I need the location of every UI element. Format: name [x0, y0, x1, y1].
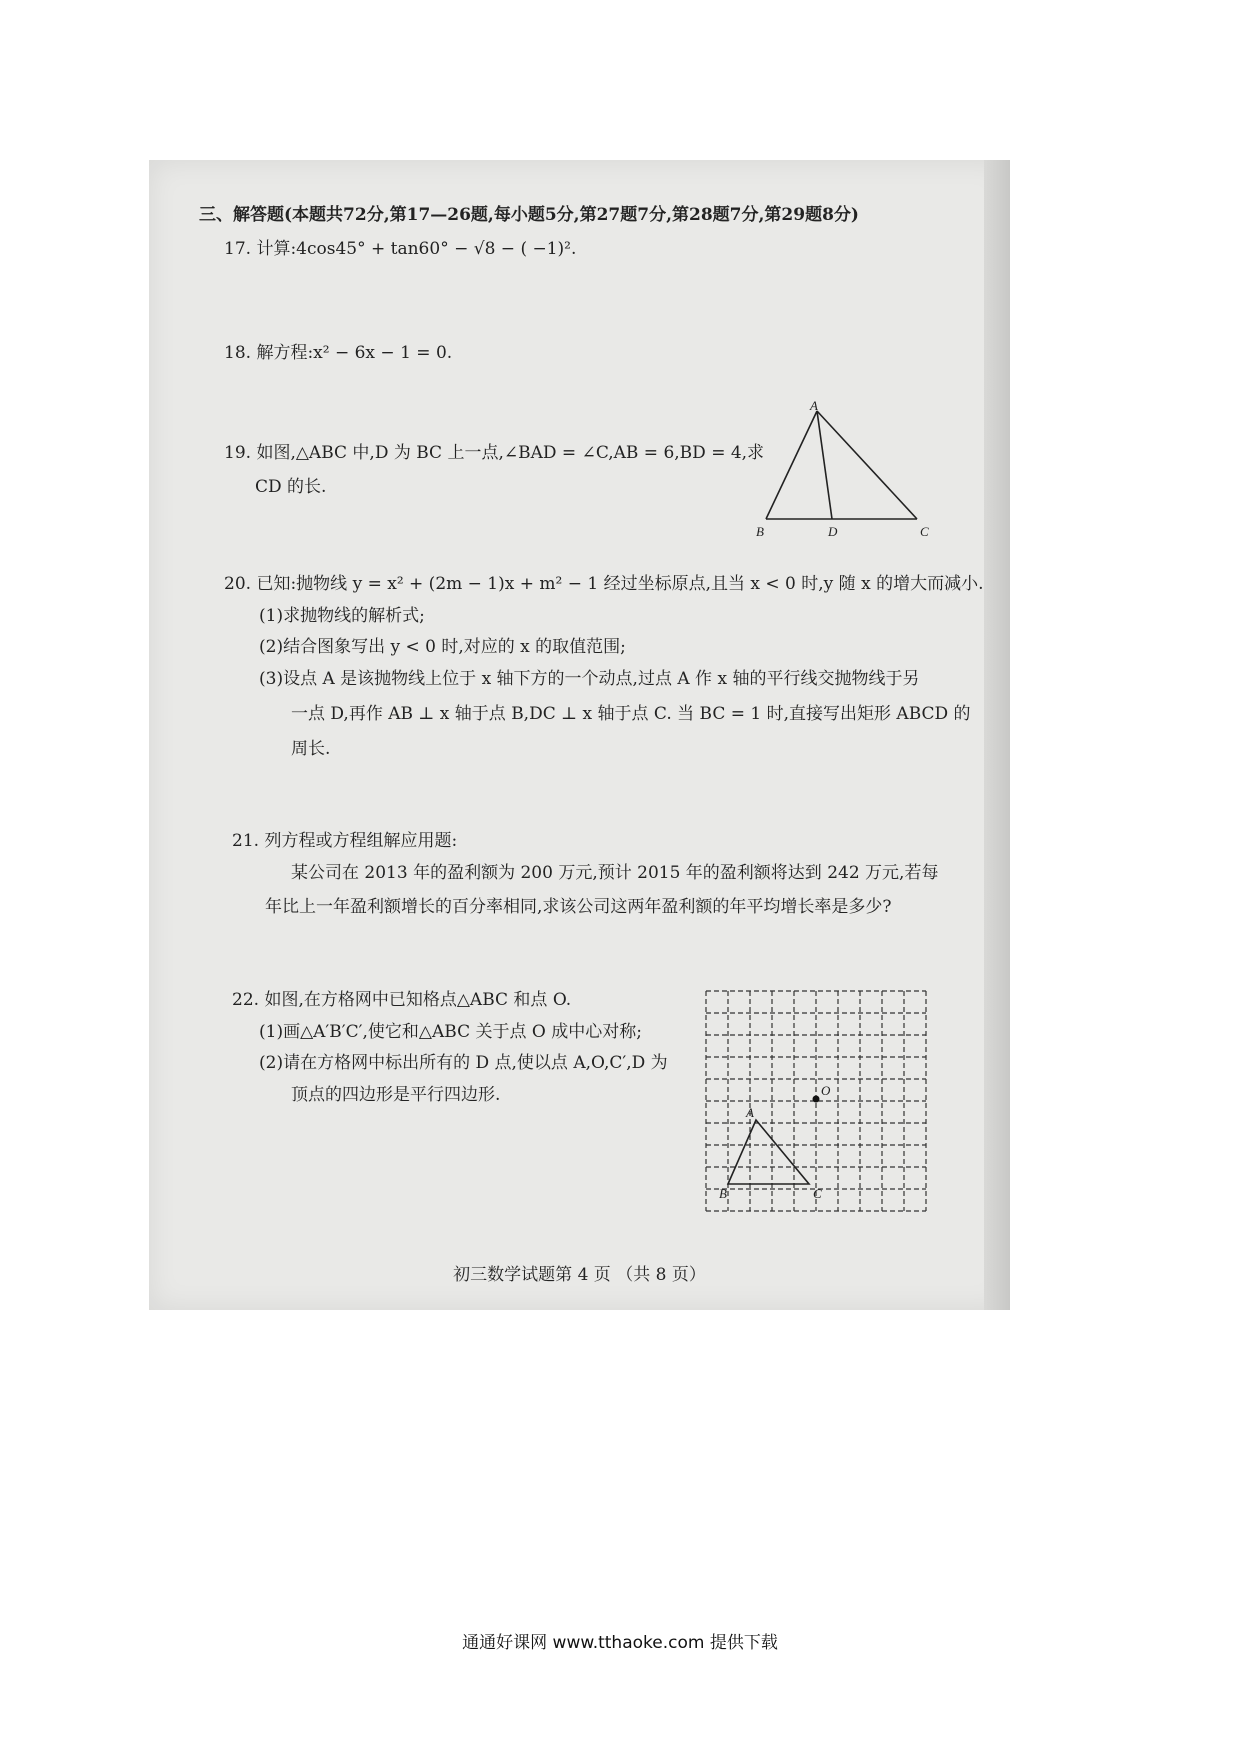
label-c: C	[920, 524, 929, 539]
question-20-part3-line2: 一点 D,再作 AB ⊥ x 轴于点 B,DC ⊥ x 轴于点 C. 当 BC = 1 时,直接写出矩形 ABCD 的	[291, 704, 971, 724]
question-22-part2-line1: (2)请在方格网中标出所有的 D 点,使以点 A,O,C′,D 为	[259, 1053, 668, 1073]
question-22-part1: (1)画△A′B′C′,使它和△ABC 关于点 O 成中心对称;	[259, 1022, 642, 1042]
question-22-stem: 22. 如图,在方格网中已知格点△ABC 和点 O.	[232, 990, 572, 1010]
label-c: C	[813, 1186, 822, 1201]
label-a: A	[746, 1105, 754, 1120]
triangle-abc-figure	[749, 400, 939, 545]
label-d: D	[828, 524, 838, 539]
section-header: 三、解答题(本题共72分,第17—26题,每小题5分,第27题7分,第28题7分,第29题8分)	[199, 205, 859, 225]
scanned-page-photo	[149, 160, 1010, 1310]
grid-figure	[701, 985, 931, 1225]
label-o: O	[821, 1083, 831, 1098]
question-22-part2-line2: 顶点的四边形是平行四边形.	[291, 1085, 501, 1105]
question-20-stem: 20. 已知:抛物线 y = x² + (2m − 1)x + m² − 1 经过坐标原点,且当 x < 0 时,y 随 x 的增大而减小.	[224, 574, 984, 594]
page-footer: 初三数学试题第 4 页 （共 8 页）	[453, 1265, 706, 1285]
label-b: B	[719, 1186, 727, 1201]
question-21-title: 21. 列方程或方程组解应用题:	[232, 831, 458, 851]
question-18: 18. 解方程:x² − 6x − 1 = 0.	[224, 343, 453, 363]
label-b: B	[756, 524, 764, 539]
label-a: A	[810, 400, 818, 413]
exam-paper	[149, 160, 984, 1310]
question-19-line1: 19. 如图,△ABC 中,D 为 BC 上一点,∠BAD = ∠C,AB = 6,BD = 4,求	[224, 443, 765, 463]
question-17: 17. 计算:4cos45° + tan60° − √8 − ( −1)².	[224, 239, 577, 259]
question-20-part1: (1)求抛物线的解析式;	[259, 606, 425, 626]
page-edge	[984, 160, 1010, 1310]
question-21-line2: 年比上一年盈利额增长的百分率相同,求该公司这两年盈利额的年平均增长率是多少?	[265, 897, 892, 917]
question-20-part3-line3: 周长.	[291, 739, 331, 759]
question-21-line1: 某公司在 2013 年的盈利额为 200 万元,预计 2015 年的盈利额将达到 242 万元,若每	[291, 863, 939, 883]
download-credit: 通通好课网 www.tthaoke.com 提供下载	[462, 1633, 778, 1653]
question-19-line2: CD 的长.	[255, 477, 327, 497]
question-20-part3-line1: (3)设点 A 是该抛物线上位于 x 轴下方的一个动点,过点 A 作 x 轴的平行线交抛物线于另	[259, 669, 920, 689]
question-20-part2: (2)结合图象写出 y < 0 时,对应的 x 的取值范围;	[259, 637, 626, 657]
